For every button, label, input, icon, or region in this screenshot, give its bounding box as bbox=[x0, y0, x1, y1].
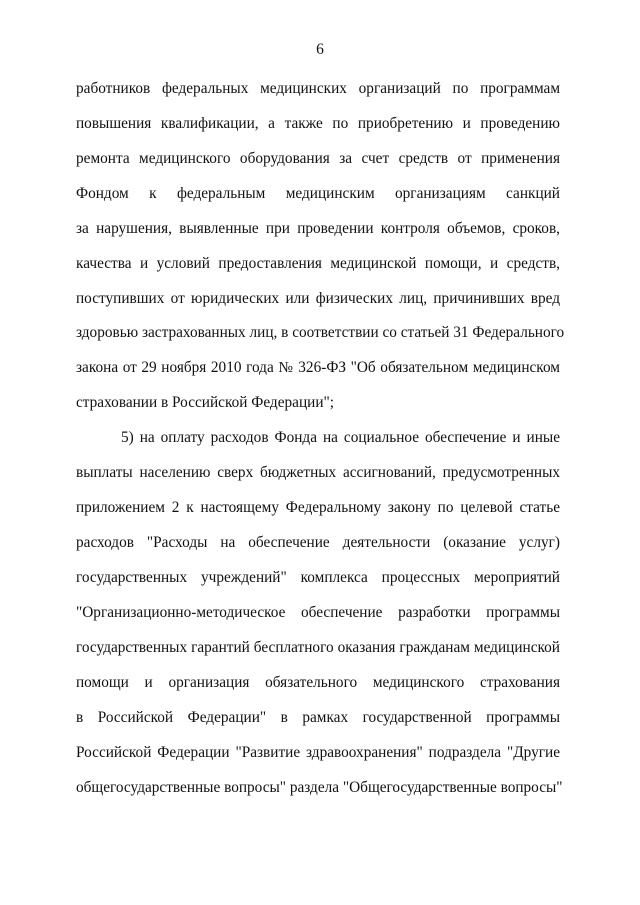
text-line: выплаты населению сверх бюджетных ассигнований, предусмотренных bbox=[76, 464, 560, 481]
text-line: качества и условий предоставления медицинской помощи, и средств, bbox=[76, 255, 560, 272]
text-line: поступивших от юридических или физических лиц, причинивших вред bbox=[76, 290, 560, 307]
paragraph-first-line: 5) на оплату расходов Фонда на социальное обеспечение и иные bbox=[121, 429, 560, 446]
text-line: повышения квалификации, а также по приобретению и проведению bbox=[76, 115, 560, 132]
text-line: закона от 29 ноября 2010 года № 326-ФЗ "Об обязательном медицинском bbox=[76, 359, 560, 376]
text-line: Фондом к федеральным медицинским организациям санкций bbox=[76, 185, 560, 202]
text-line: за нарушения, выявленные при проведении контроля объемов, сроков, bbox=[76, 220, 560, 237]
text-line: в Российской Федерации" в рамках государственной программы bbox=[76, 709, 560, 726]
text-line: "Организационно-методическое обеспечение разработки программы bbox=[76, 604, 560, 621]
text-line: помощи и организация обязательного медицинского страхования bbox=[76, 674, 560, 691]
text-line: Российской Федерации "Развитие здравоохранения" подраздела "Другие bbox=[76, 744, 560, 761]
text-line: работников федеральных медицинских организаций по программам bbox=[76, 80, 560, 97]
text-line: здоровью застрахованных лиц, в соответствии со статьей 31 Федерального bbox=[76, 324, 565, 341]
text-line: приложением 2 к настоящему Федеральному закону по целевой статье bbox=[76, 499, 560, 516]
text-line: общегосударственные вопросы" раздела "Общегосударственные вопросы" bbox=[76, 779, 563, 796]
text-line: государственных учреждений" комплекса процессных мероприятий bbox=[76, 569, 560, 586]
text-line: ремонта медицинского оборудования за счет средств от применения bbox=[76, 150, 560, 167]
page-number: 6 bbox=[316, 41, 324, 58]
text-line: страховании в Российской Федерации"; bbox=[76, 394, 335, 411]
text-line: государственных гарантий бесплатного оказания гражданам медицинской bbox=[76, 639, 560, 656]
text-line: расходов "Расходы на обеспечение деятельности (оказание услуг) bbox=[76, 534, 560, 551]
